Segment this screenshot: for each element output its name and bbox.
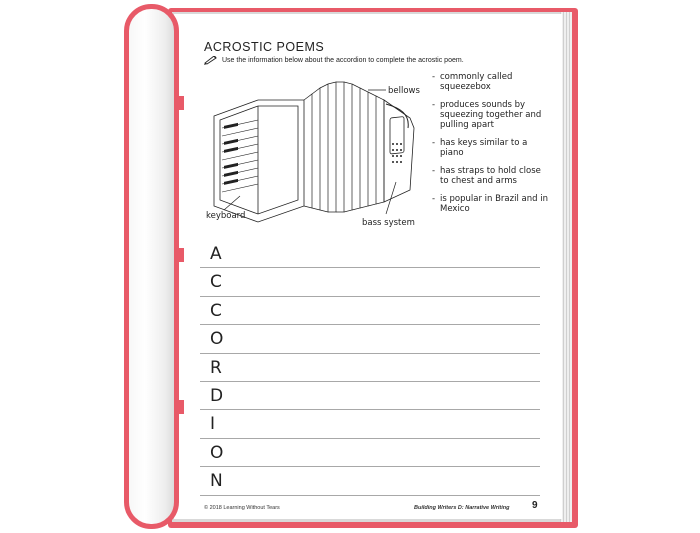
spine-notch (178, 96, 184, 110)
acrostic-line[interactable] (200, 240, 540, 268)
accordion-illustration (200, 78, 432, 228)
book-title: Building Writers D: Narrative Writing (414, 505, 510, 511)
accordion-facts-list (432, 72, 552, 222)
book-spine (124, 4, 179, 529)
acrostic-letter: O (210, 329, 224, 350)
acrostic-letter: C (210, 300, 222, 321)
fact-item: - has keys similar to a piano (432, 138, 528, 158)
acrostic-line[interactable] (200, 268, 540, 296)
acrostic-line[interactable] (200, 325, 540, 353)
bass-system-label: bass system (362, 218, 415, 228)
fact-item: - produces sounds by squeezing together and pulling apart (432, 100, 542, 130)
instruction-text: Use the information below about the accordion to complete the acrostic poem. (222, 57, 464, 64)
acrostic-line[interactable] (200, 439, 540, 467)
acrostic-line[interactable] (200, 410, 540, 438)
page-title: ACROSTIC POEMS (204, 40, 325, 54)
fact-item: - commonly called squeezebox (432, 72, 513, 92)
acrostic-line[interactable] (200, 297, 540, 325)
acrostic-letter: C (210, 272, 222, 293)
pencil-icon (204, 56, 218, 65)
acrostic-line[interactable] (200, 382, 540, 410)
acrostic-letter: I (210, 414, 216, 435)
copyright-text: © 2018 Learning Without Tears (204, 505, 280, 511)
spine-notch (178, 400, 184, 414)
acrostic-line[interactable] (200, 354, 540, 382)
fact-item: - is popular in Brazil and in Mexico (432, 194, 548, 214)
instruction-line (204, 56, 464, 65)
fact-item: - has straps to hold close to chest and arms (432, 166, 541, 186)
spine-notch (178, 248, 184, 262)
acrostic-letter: A (210, 244, 222, 264)
page-number: 9 (532, 500, 538, 511)
acrostic-letter: R (210, 357, 222, 378)
keyboard-label: keyboard (206, 211, 246, 221)
acrostic-letter: D (210, 385, 224, 406)
acrostic-poem-lines (200, 240, 540, 496)
acrostic-letter: N (210, 471, 223, 492)
acrostic-letter: O (210, 442, 224, 463)
acrostic-line[interactable] (200, 467, 540, 495)
bellows-label: bellows (388, 86, 420, 96)
